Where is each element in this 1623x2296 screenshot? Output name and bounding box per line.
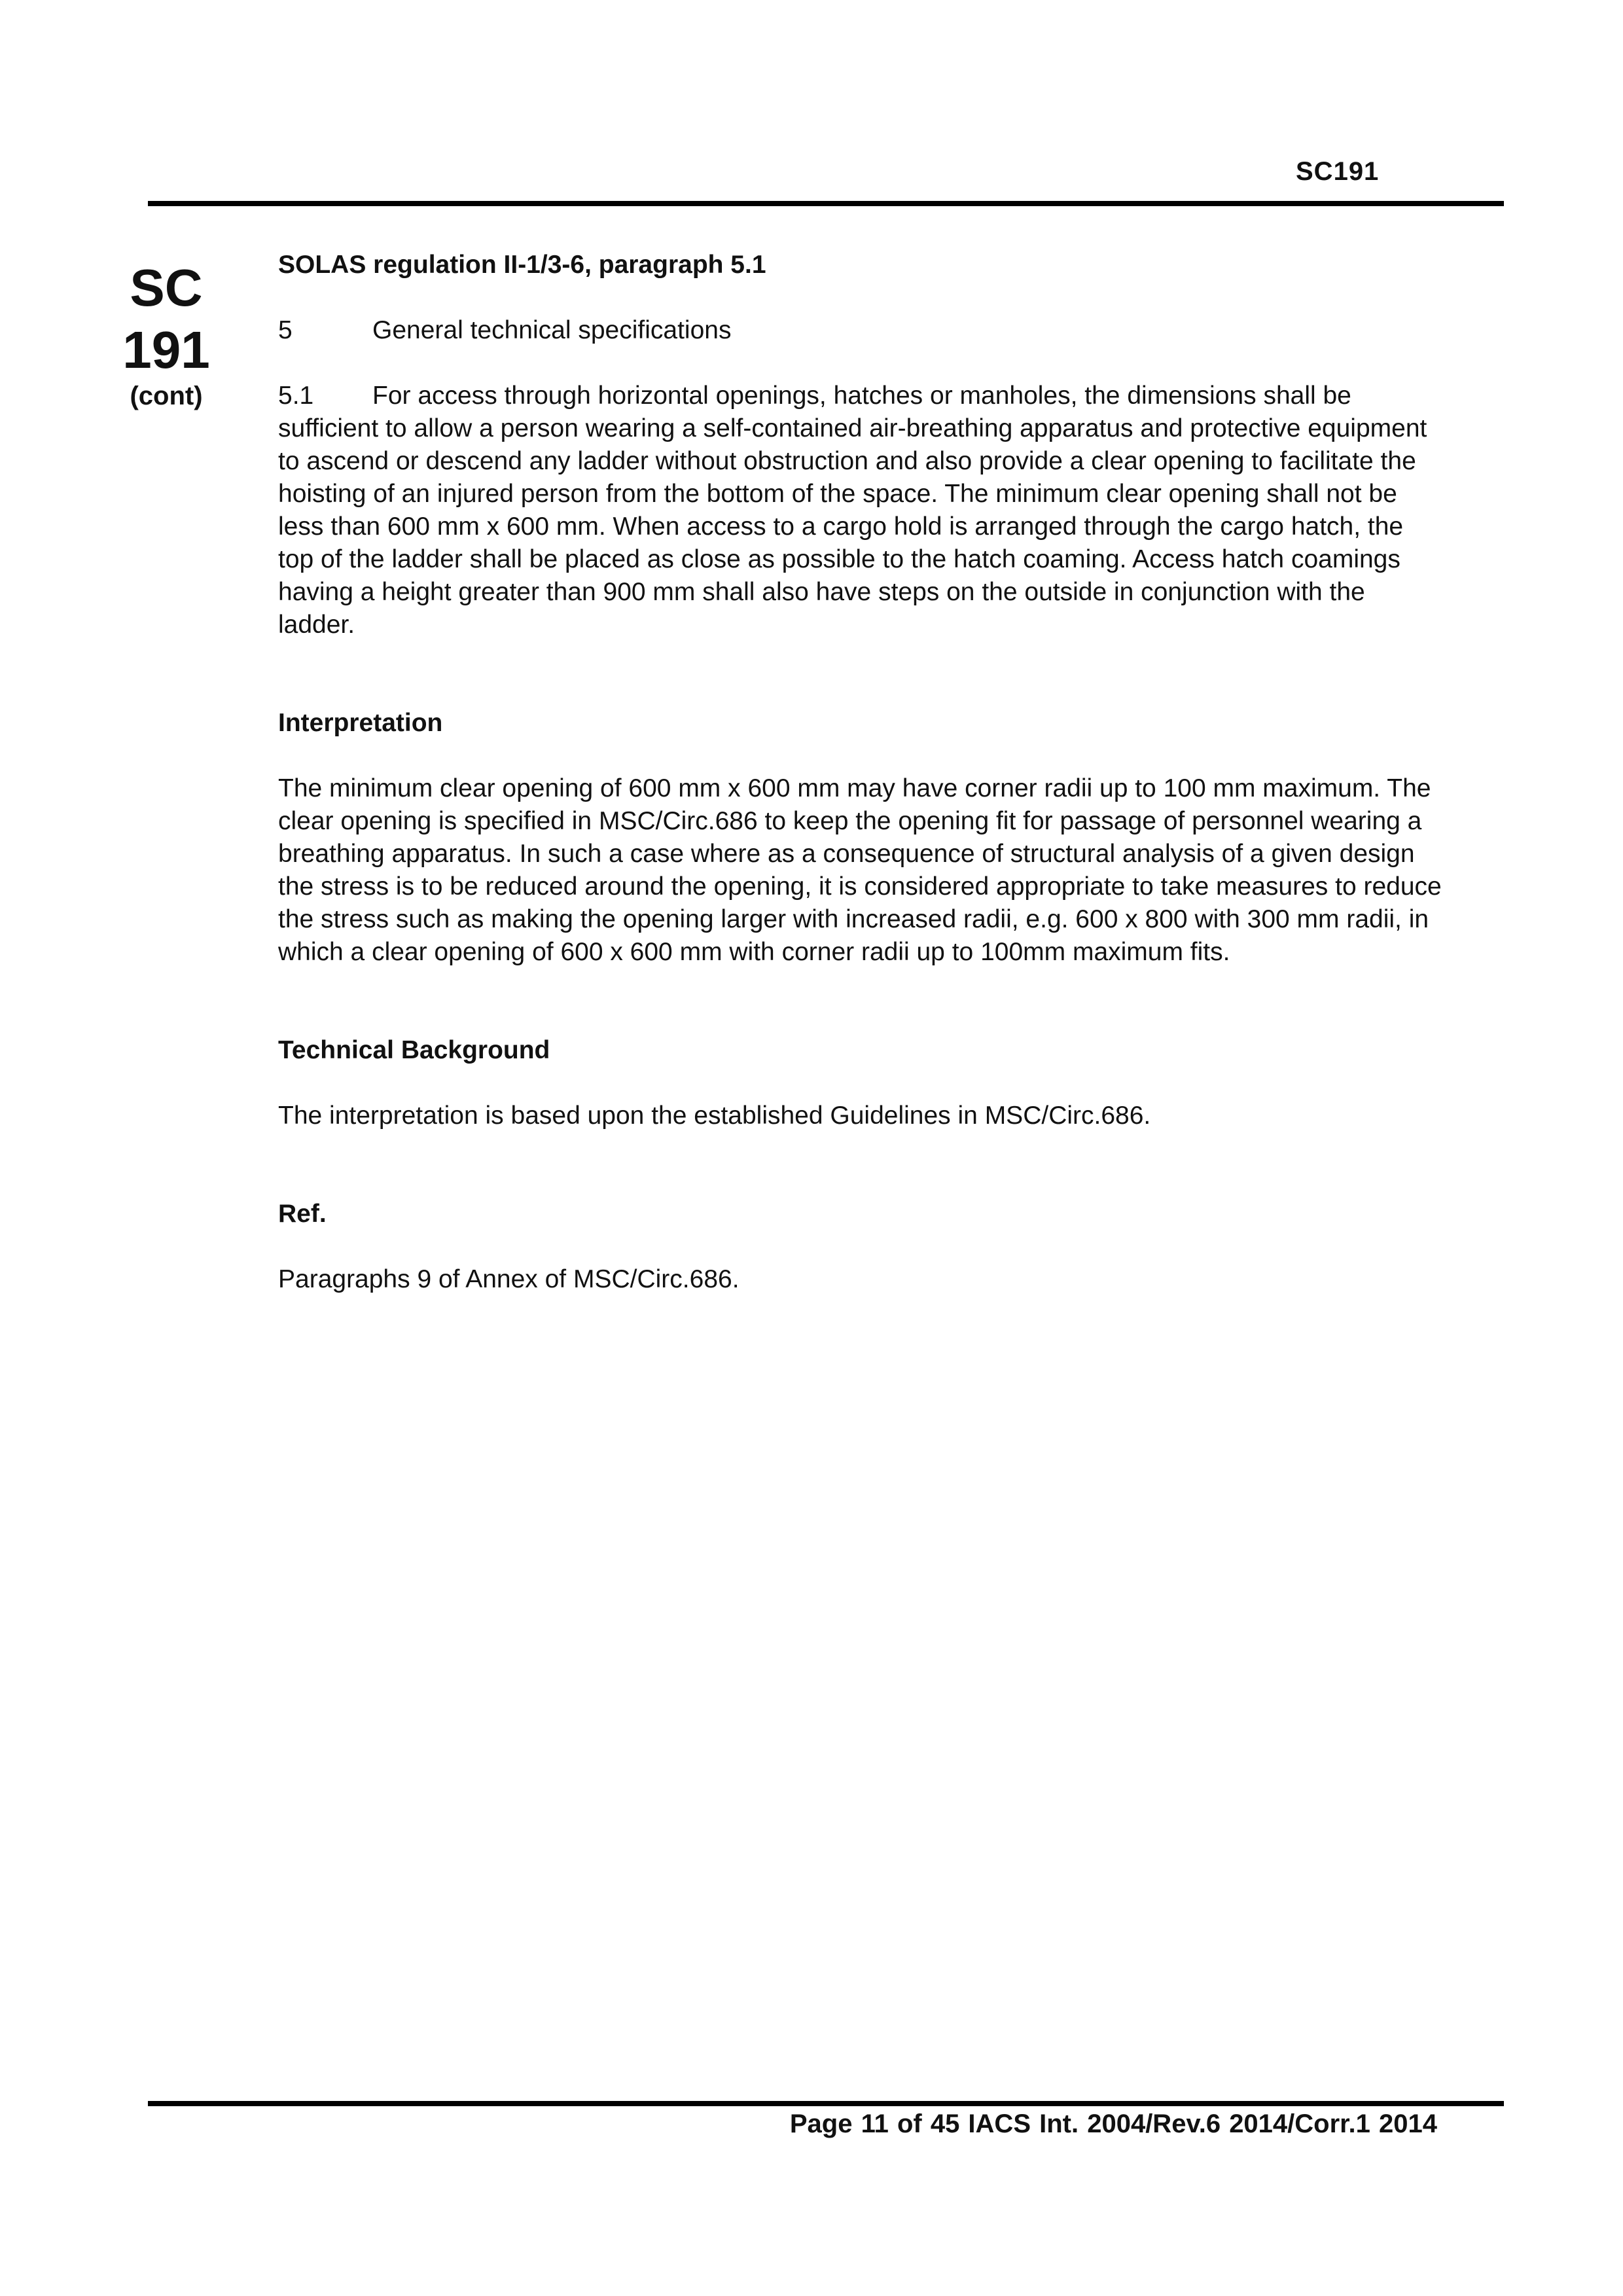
footer-text: Page 11 of 45 IACS Int. 2004/Rev.6 2014/Corr.1 2014 (789, 2109, 1437, 2138)
main-content (278, 249, 1443, 1296)
ref-text: Paragraphs 9 of Annex of MSC/Circ.686. (278, 1265, 740, 1293)
item-5 (278, 314, 1443, 347)
interpretation-heading: Interpretation (278, 709, 443, 737)
header-rule (148, 201, 1504, 206)
interpretation-text: The minimum clear opening of 600 mm x 600 mm may have corner radii up to 100 mm maximum. The clear opening is specified in MSC/Circ.686 to keep the opening fit for passage of personnel wearing a breathing apparatus. In such a case where as a consequence of structural analysis of a given design the stress is to be reduced around the opening, it is considered appropriate to take measures to reduce the stress such as making the opening larger with increased radii, e.g. 600 x 800 with 300 mm radii, in which a clear opening of 600 x 600 mm with corner radii up to 100mm maximum fits. (278, 774, 1442, 966)
item-5-number: 5 (278, 316, 293, 344)
item-5-text: General technical specifications (372, 316, 732, 344)
item-5-1 (278, 380, 1443, 641)
ref-heading: Ref. (278, 1200, 327, 1228)
technical-background-text: The interpretation is based upon the established Guidelines in MSC/Circ.686. (278, 1102, 1151, 1130)
item-5-1-number: 5.1 (278, 382, 314, 410)
technical-background-heading: Technical Background (278, 1036, 550, 1064)
side-label-sc: SC (130, 259, 203, 317)
item-5-1-text: For access through horizontal openings, hatches or manholes, the dimensions shall be sufficient to allow a person wearing a self-contained air-breathing apparatus and protective equipment to ascend or descend any ladder without obstruction and also provide a clear opening to facilitate the hoisting of an injured person from the bottom of the space. The minimum clear opening shall not be less than 600 mm x 600 mm. When access to a cargo hold is arranged through the cargo hatch, the top of the ladder shall be placed as close as possible to the hatch coaming. Access hatch coamings having a height greater than 900 mm shall also have steps on the outside in conjunction with the ladder. (278, 382, 1427, 639)
side-label-cont: (cont) (130, 382, 203, 410)
regulation-heading: SOLAS regulation II-1/3-6, paragraph 5.1 (278, 251, 766, 279)
side-label-number: 191 (122, 321, 210, 379)
header-code: SC191 (1296, 157, 1380, 186)
